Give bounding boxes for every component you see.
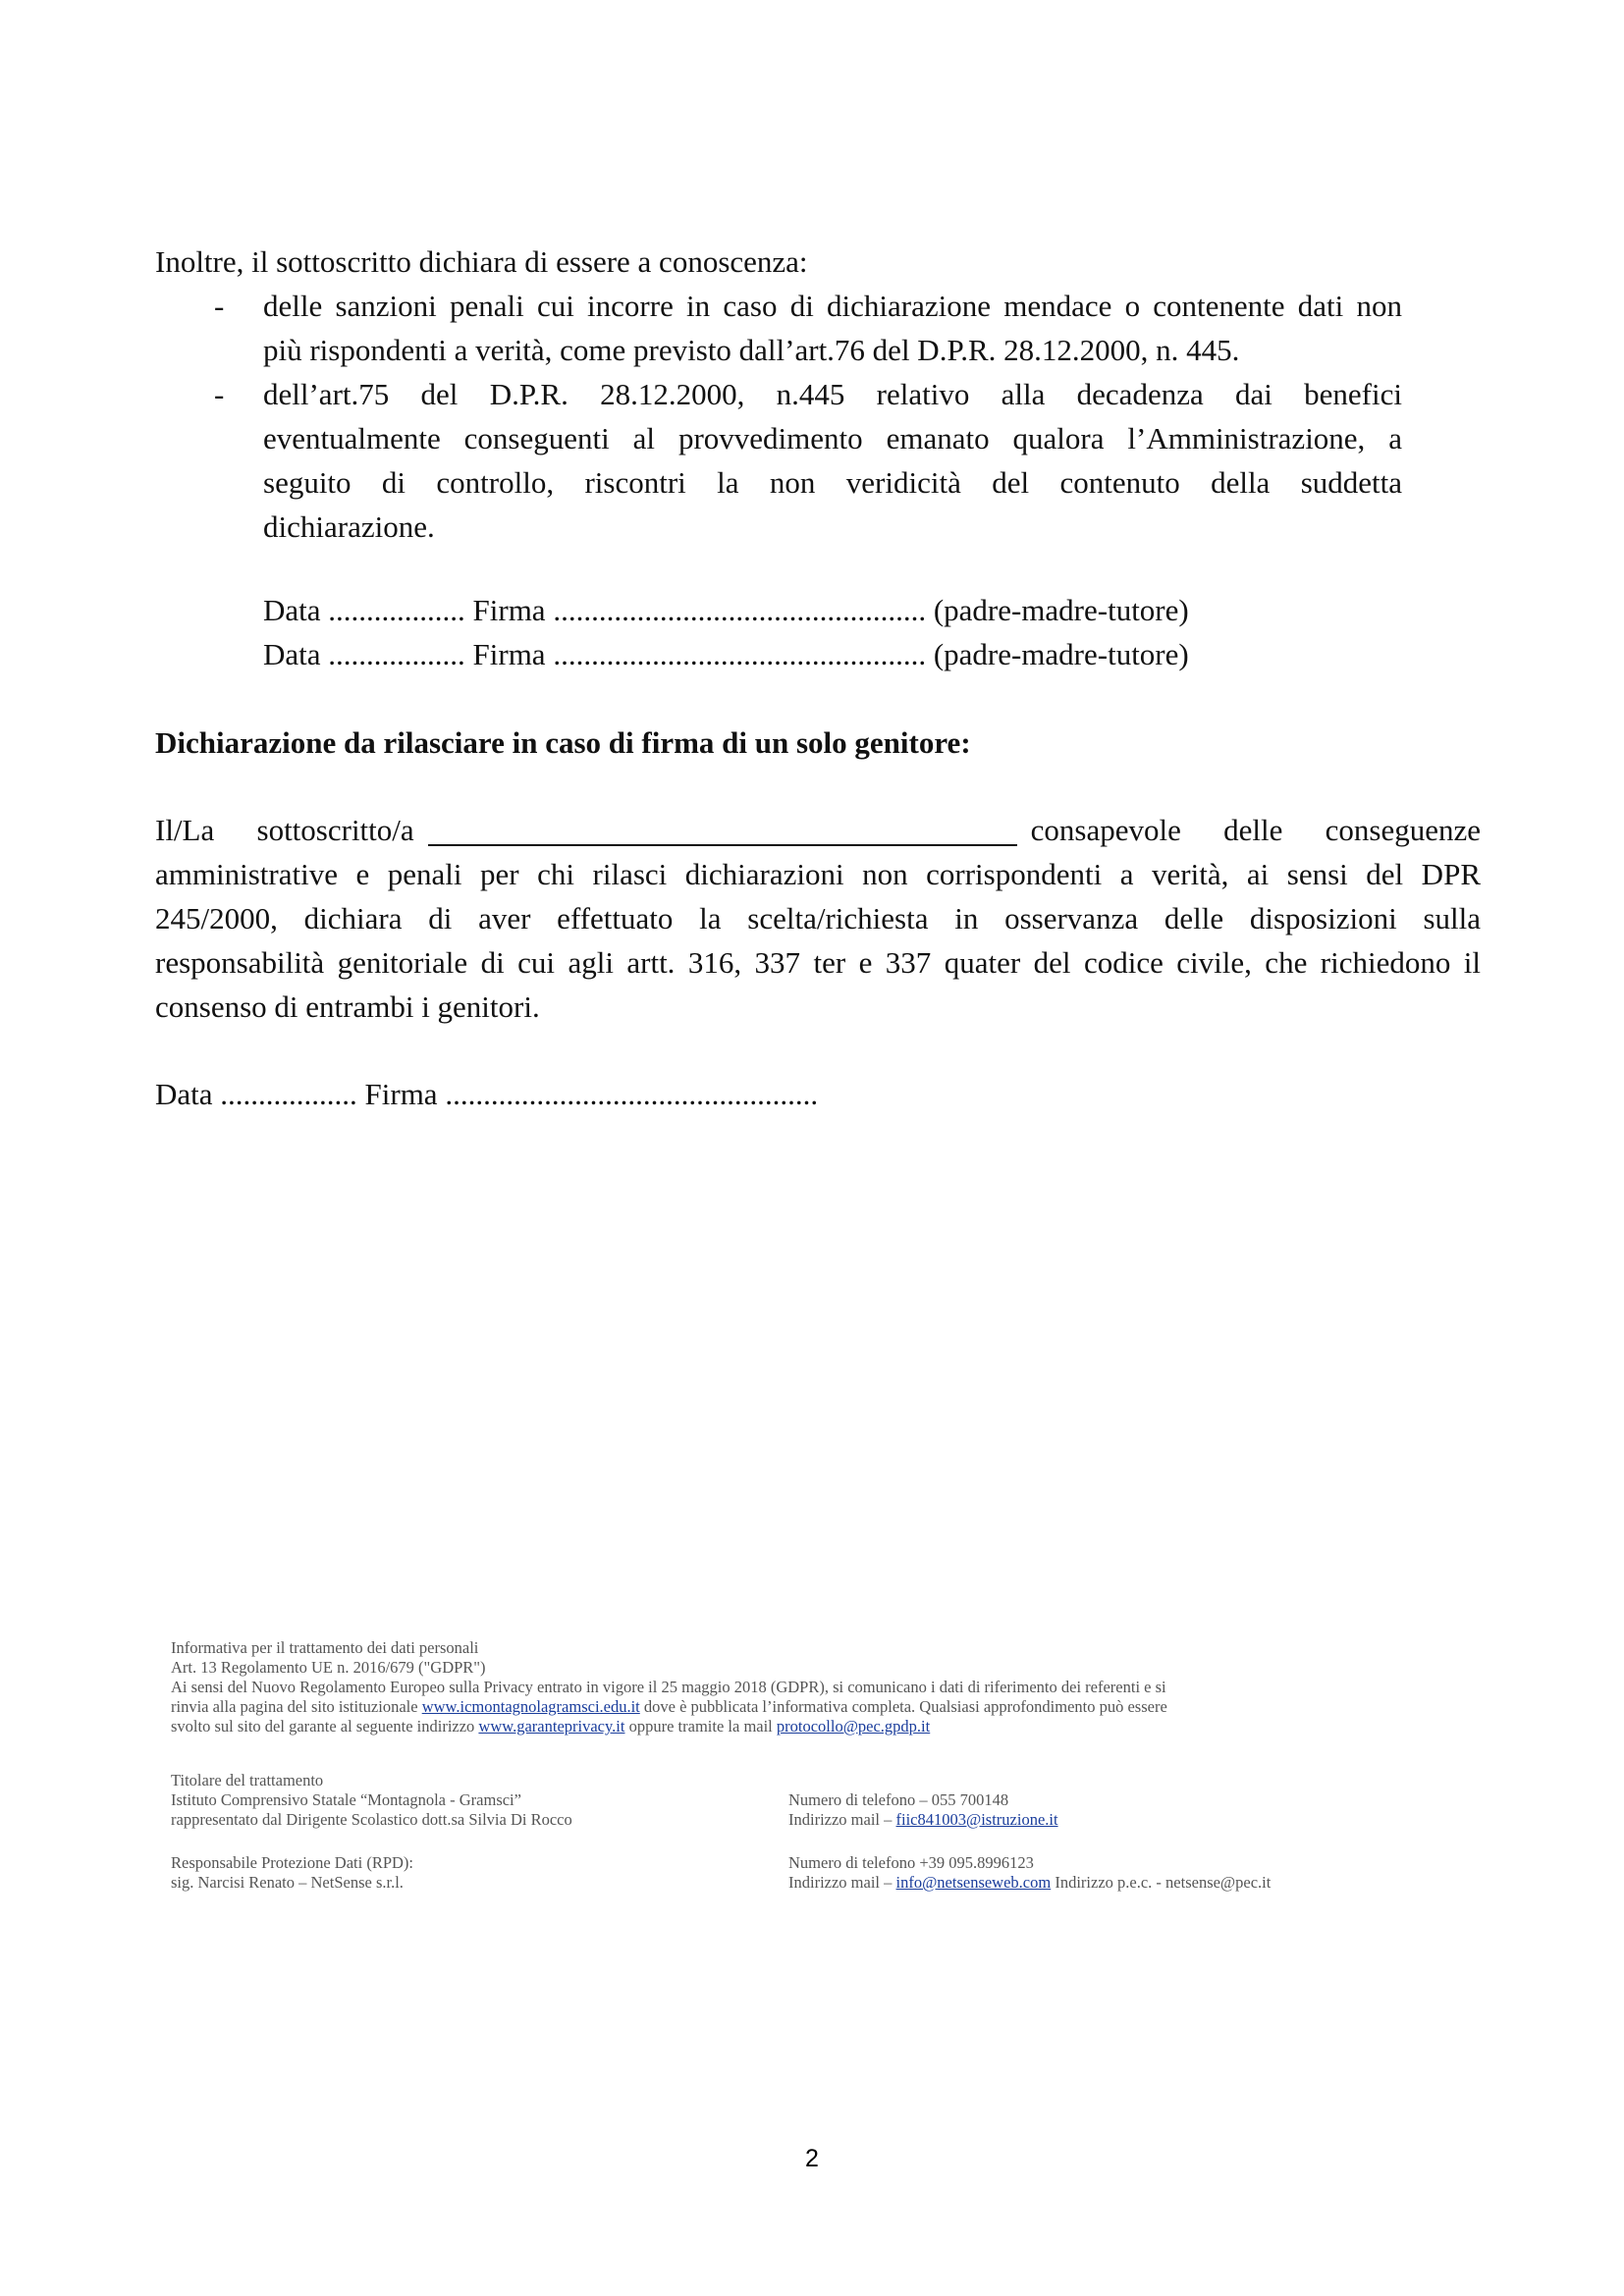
bullet-2-line-1: dell’art.75 del D.P.R. 28.12.2000, n.445 relativo alla decadenza dai benefici [263,377,1402,411]
rpd-label: Responsabile Protezione Dati (RPD): [171,1853,414,1872]
titolare-representative: rappresentato dal Dirigente Scolastico dott.sa Silvia Di Rocco [171,1810,572,1829]
titolare-mail-prefix: Indirizzo mail – [788,1810,896,1829]
footer-line-5-mid: oppure tramite la mail [624,1717,777,1735]
declaration-line-4: responsabilità genitoriale di cui agli artt. 316, 337 ter e 337 quater del codice civile, che richiedono il [155,945,1481,980]
rpd-mail [788,1873,1271,1893]
titolare-name: Istituto Comprensivo Statale “Montagnola - Gramsci” [171,1790,521,1809]
rpd-phone: Numero di telefono +39 095.8996123 [788,1853,1034,1872]
school-website-link[interactable]: www.icmontagnolagramsci.edu.it [421,1697,640,1716]
garante-pec-link[interactable]: protocollo@pec.gpdp.it [776,1717,931,1735]
declaration-start: Il/La sottoscritto/a [155,813,414,847]
rpd-pec: Indirizzo p.e.c. - netsense@pec.it [1051,1873,1272,1892]
page-number: 2 [805,2145,819,2172]
intro-text: Inoltre, il sottoscritto dichiara di essere a conoscenza: [155,244,808,279]
declaration-line-5: consenso di entrambi i genitori. [155,989,540,1024]
bullet-2-line-2: eventualmente conseguenti al provvedimento emanato qualora l’Amministrazione, a [263,421,1402,455]
bullet-2-line-4: dichiarazione. [263,509,435,544]
footer-line-3: Ai sensi del Nuovo Regolamento Europeo sulla Privacy entrato in vigore il 25 maggio 2018 (GDPR), si comunicano i dati di riferimento dei referenti e si [171,1678,1166,1696]
bullet-1-line-2: più rispondenti a verità, come previsto dall’art.76 del D.P.R. 28.12.2000, n. 445. [263,333,1240,367]
bullet-1-line-1: delle sanzioni penali cui incorre in caso di dichiarazione mendace o contenente dati non [263,289,1402,323]
signature-line-2: Data .................. Firma ................................................. (padre-madre-tutore) [263,637,1189,671]
declaration-line-1 [155,808,1481,852]
garante-privacy-link[interactable]: www.garanteprivacy.it [478,1717,625,1735]
titolare-mail [788,1810,1058,1830]
signature-line-1: Data .................. Firma ................................................. (padre-madre-tutore) [263,593,1189,627]
bullet-2-line-3: seguito di controllo, riscontri la non veridicità del contenuto della suddetta [263,465,1402,500]
titolare-mail-link[interactable]: fiic841003@istruzione.it [895,1810,1058,1829]
final-signature-line: Data .................. Firma ................................................. [155,1077,819,1111]
declaration-after-blank: consapevole delle conseguenze [1030,813,1481,847]
titolare-label: Titolare del trattamento [171,1771,324,1789]
footer-line-5 [171,1717,930,1736]
footer-line-5-pre: svolto sul sito del garante al seguente indirizzo [171,1717,479,1735]
name-blank-field[interactable] [428,815,1017,846]
section-heading: Dichiarazione da rilasciare in caso di firma di un solo genitore: [155,725,971,760]
footer-info-title: Informativa per il trattamento dei dati personali [171,1638,479,1657]
footer-line-4 [171,1697,1167,1717]
declaration-line-2: amministrative e penali per chi rilasci dichiarazioni non corrispondenti a verità, ai sensi del DPR [155,857,1481,891]
bullet-dash: - [214,377,225,411]
footer-line-4-post: dove è pubblicata l’informativa completa. Qualsiasi approfondimento può essere [639,1697,1167,1716]
footer-line-4-pre: rinvia alla pagina del sito istituzionale [171,1697,422,1716]
bullet-dash: - [214,289,225,323]
titolare-phone: Numero di telefono – 055 700148 [788,1790,1009,1809]
rpd-mail-link[interactable]: info@netsenseweb.com [895,1873,1052,1892]
rpd-name: sig. Narcisi Renato – NetSense s.r.l. [171,1873,404,1892]
declaration-line-3: 245/2000, dichiara di aver effettuato la scelta/richiesta in osservanza delle disposizioni sulla [155,901,1481,935]
footer-gdpr-ref: Art. 13 Regolamento UE n. 2016/679 ("GDPR") [171,1658,486,1677]
rpd-mail-prefix: Indirizzo mail – [788,1873,896,1892]
